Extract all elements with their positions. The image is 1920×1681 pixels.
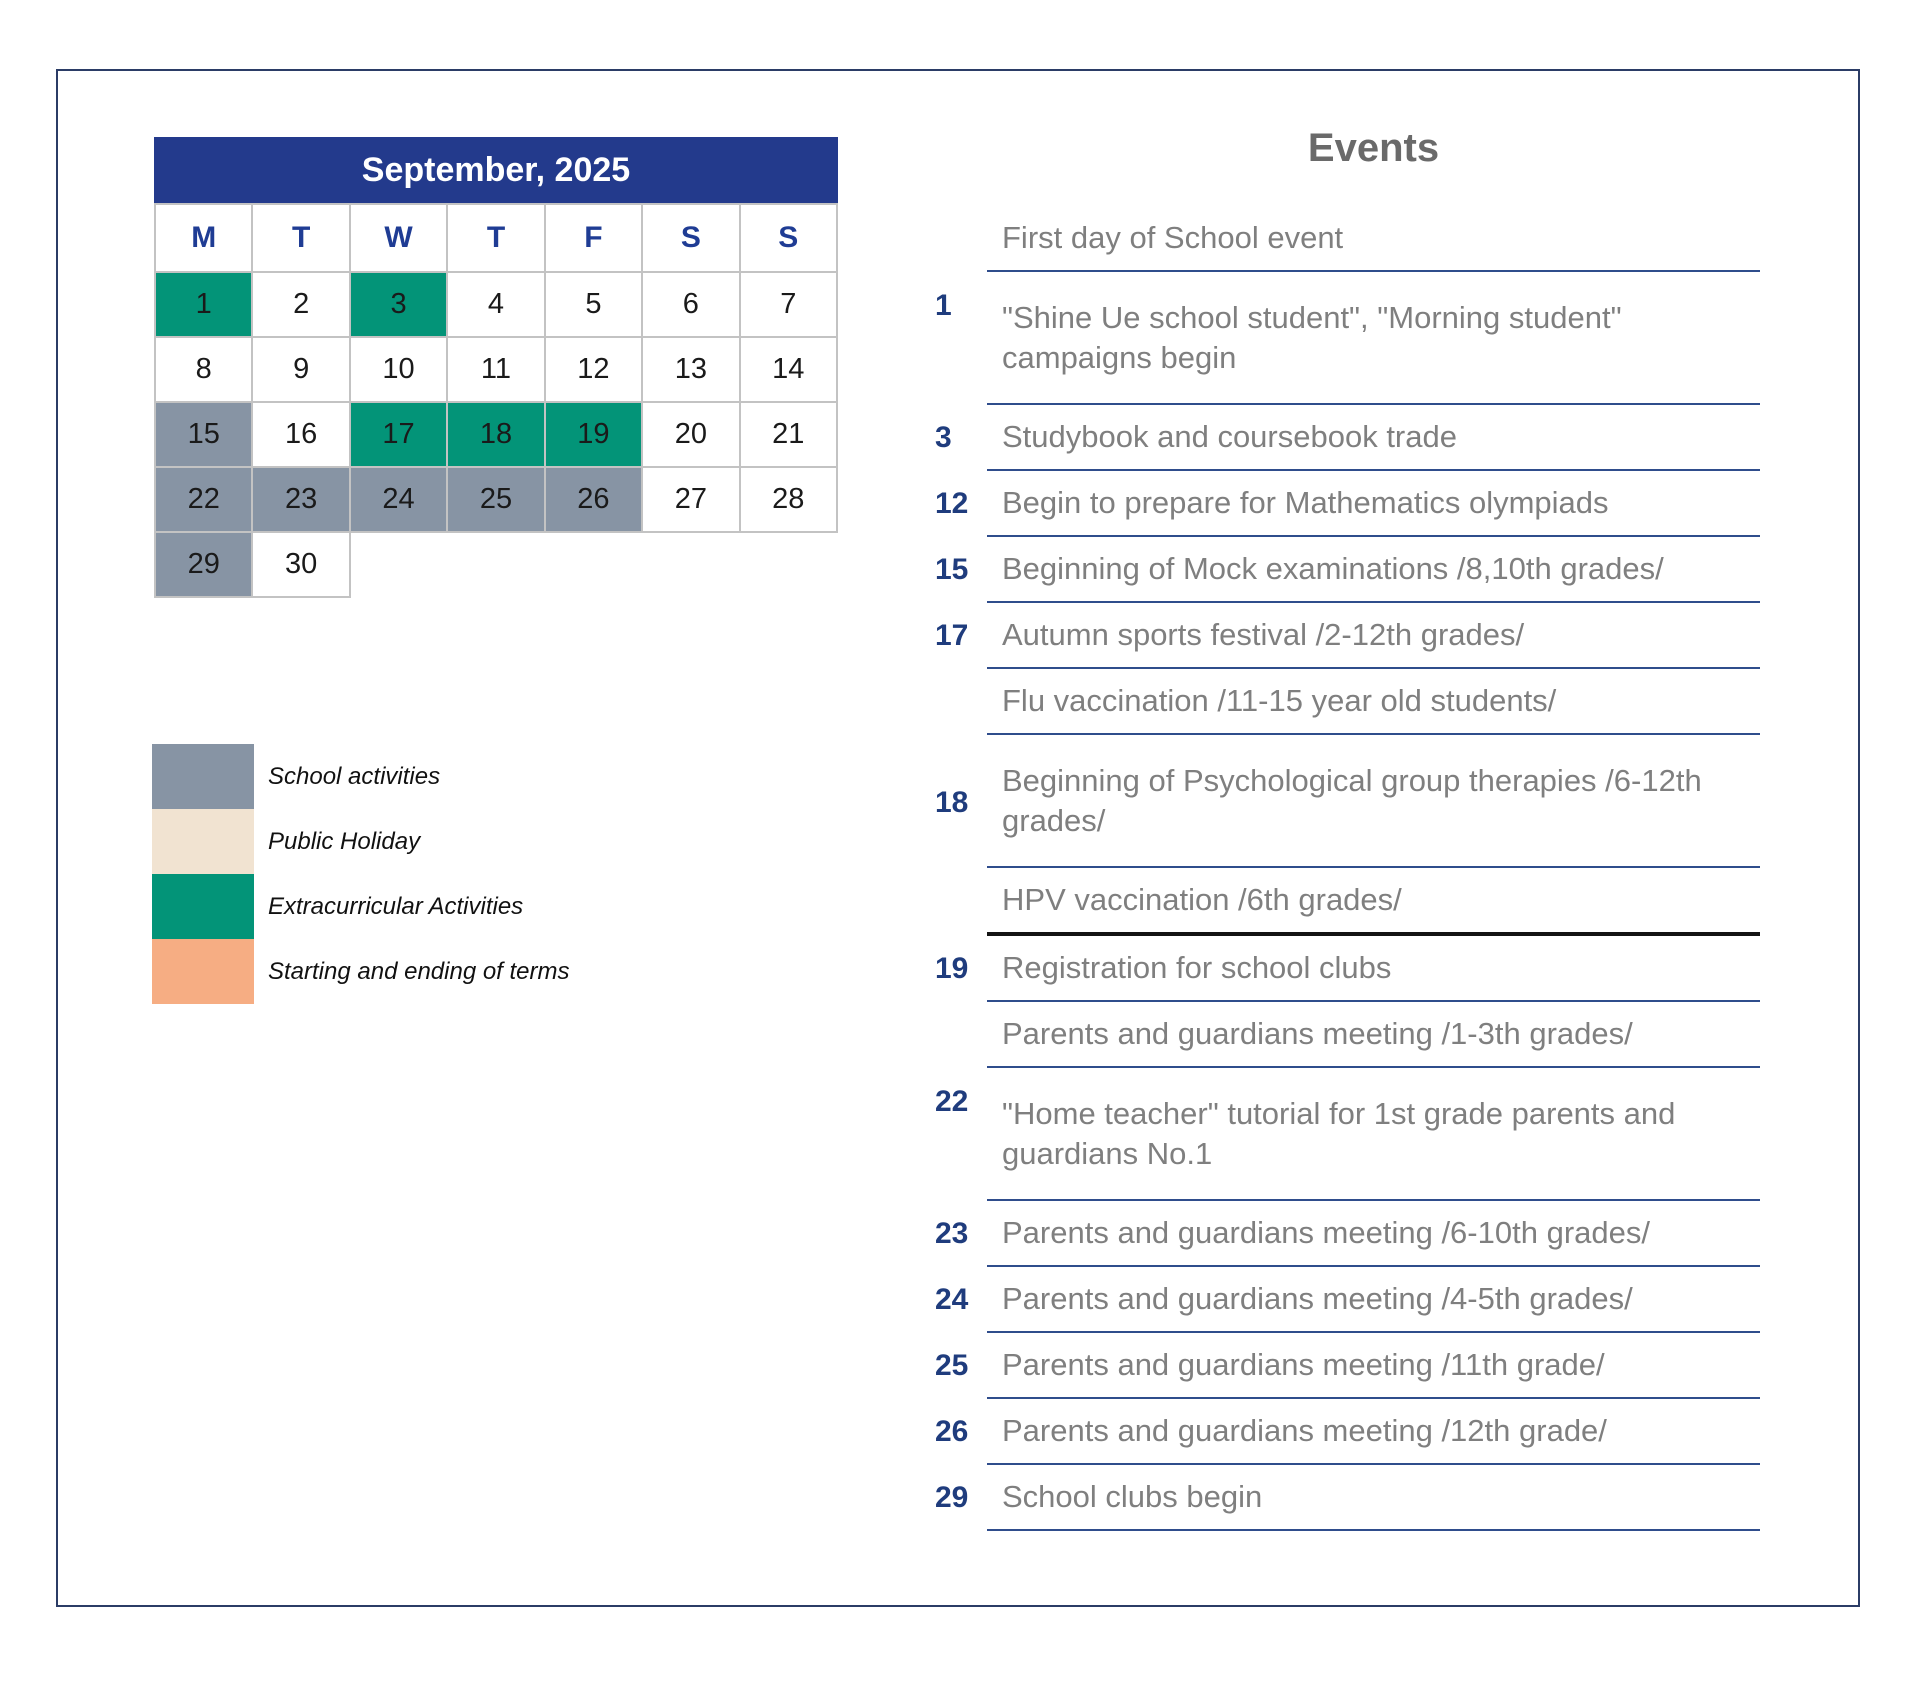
event-group — [935, 471, 1760, 537]
legend-label: Public Holiday — [268, 827, 421, 855]
event-row — [987, 735, 1760, 868]
event-group — [935, 1002, 1760, 1201]
calendar-dayname-row — [155, 204, 837, 272]
calendar-day-cell: 23 — [252, 467, 349, 532]
calendar-week-row — [155, 402, 837, 467]
holiday-swatch — [152, 809, 254, 874]
calendar-dayname-cell: T — [447, 204, 544, 272]
event-text: Parents and guardians meeting /6-10th grades/ — [1002, 1215, 1650, 1250]
event-rows — [987, 1465, 1760, 1531]
legend-label: Extracurricular Activities — [268, 892, 524, 920]
event-text: Flu vaccination /11-15 year old students/ — [1002, 683, 1557, 718]
calendar-week-row — [155, 272, 837, 337]
event-date: 29 — [935, 1481, 969, 1514]
event-text: Beginning of Psychological group therapies /6-12th grades/ — [1002, 762, 1702, 838]
calendar-day-cell: 28 — [740, 467, 837, 532]
calendar-day-cell: 7 — [740, 272, 837, 337]
event-text: Parents and guardians meeting /4-5th grades/ — [1002, 1281, 1633, 1316]
legend-label: Starting and ending of terms — [268, 957, 570, 985]
calendar-legend — [152, 744, 570, 1004]
calendar-day-cell: 1 — [155, 272, 252, 337]
legend-item — [152, 874, 570, 939]
event-row — [987, 206, 1760, 272]
event-rows — [987, 1399, 1760, 1465]
calendar-day-cell: 20 — [642, 402, 739, 467]
event-text: School clubs begin — [1002, 1479, 1263, 1514]
calendar-day-cell: 26 — [545, 467, 642, 532]
calendar-month-title: September, 2025 — [154, 137, 838, 203]
calendar-week-row — [155, 337, 837, 402]
event-row — [987, 1002, 1760, 1068]
legend-item — [152, 744, 570, 809]
calendar — [154, 137, 838, 598]
calendar-day-cell: 14 — [740, 337, 837, 402]
extracurricular-swatch — [152, 874, 254, 939]
event-row — [987, 1465, 1760, 1531]
calendar-dayname-cell: S — [642, 204, 739, 272]
calendar-empty-cell — [350, 532, 447, 597]
event-row — [987, 868, 1760, 936]
event-row — [987, 1399, 1760, 1465]
event-date: 15 — [935, 553, 969, 586]
event-row — [987, 405, 1760, 471]
event-date: 25 — [935, 1349, 969, 1382]
event-text: Parents and guardians meeting /1-3th grades/ — [1002, 1016, 1633, 1051]
event-row — [987, 537, 1760, 603]
event-date: 1 — [935, 288, 952, 322]
event-rows — [987, 537, 1760, 603]
event-group — [935, 537, 1760, 603]
calendar-day-cell: 9 — [252, 337, 349, 402]
legend-label: School activities — [268, 762, 441, 790]
event-text: "Home teacher" tutorial for 1st grade parents and guardians No.1 — [1002, 1095, 1676, 1171]
calendar-empty-cell — [545, 532, 642, 597]
event-text: Parents and guardians meeting /12th grade/ — [1002, 1413, 1607, 1448]
event-date: 26 — [935, 1415, 969, 1448]
event-text: First day of School event — [1002, 220, 1344, 255]
event-rows — [987, 1267, 1760, 1333]
legend-item — [152, 939, 570, 1004]
calendar-day-cell: 2 — [252, 272, 349, 337]
calendar-dayname-cell: W — [350, 204, 447, 272]
calendar-day-cell: 22 — [155, 467, 252, 532]
calendar-empty-cell — [642, 532, 739, 597]
school-swatch — [152, 744, 254, 809]
event-date: 19 — [935, 952, 969, 985]
legend-item — [152, 809, 570, 874]
event-date: 18 — [935, 785, 969, 819]
calendar-week-row — [155, 532, 837, 597]
calendar-dayname-cell: T — [252, 204, 349, 272]
event-row — [987, 471, 1760, 537]
event-group — [935, 405, 1760, 471]
calendar-day-cell: 6 — [642, 272, 739, 337]
event-group — [935, 1399, 1760, 1465]
calendar-dayname-cell: M — [155, 204, 252, 272]
event-row — [987, 936, 1760, 1002]
event-row — [987, 1068, 1760, 1201]
calendar-day-cell: 25 — [447, 467, 544, 532]
event-group — [935, 603, 1760, 669]
calendar-day-cell: 11 — [447, 337, 544, 402]
event-date: 22 — [935, 1084, 969, 1118]
calendar-day-cell: 13 — [642, 337, 739, 402]
calendar-dayname-cell: S — [740, 204, 837, 272]
calendar-day-cell: 19 — [545, 402, 642, 467]
event-row — [987, 669, 1760, 735]
event-text: Begin to prepare for Mathematics olympiads — [1002, 485, 1609, 520]
event-group — [935, 206, 1760, 405]
event-row — [987, 272, 1760, 405]
event-date: 12 — [935, 487, 969, 520]
calendar-day-cell: 10 — [350, 337, 447, 402]
calendar-day-cell: 21 — [740, 402, 837, 467]
event-group — [935, 1267, 1760, 1333]
calendar-empty-cell — [740, 532, 837, 597]
event-rows — [987, 1201, 1760, 1267]
event-group — [935, 1333, 1760, 1399]
calendar-day-cell: 8 — [155, 337, 252, 402]
event-rows — [987, 603, 1760, 669]
event-rows — [987, 936, 1760, 1002]
calendar-week-row — [155, 467, 837, 532]
event-row — [987, 1333, 1760, 1399]
event-text: Registration for school clubs — [1002, 950, 1392, 985]
events-title: Events — [1307, 126, 1440, 170]
calendar-day-cell: 24 — [350, 467, 447, 532]
calendar-day-cell: 17 — [350, 402, 447, 467]
event-group — [935, 669, 1760, 936]
calendar-day-cell: 5 — [545, 272, 642, 337]
event-date: 23 — [935, 1217, 969, 1250]
calendar-day-cell: 12 — [545, 337, 642, 402]
calendar-table — [154, 203, 838, 598]
calendar-day-cell: 27 — [642, 467, 739, 532]
events-panel — [935, 124, 1760, 1531]
calendar-day-cell: 29 — [155, 532, 252, 597]
event-group — [935, 1201, 1760, 1267]
event-rows — [987, 405, 1760, 471]
event-text: Parents and guardians meeting /11th grade/ — [1002, 1347, 1605, 1382]
calendar-day-cell: 16 — [252, 402, 349, 467]
event-rows — [987, 669, 1760, 936]
calendar-dayname-cell: F — [545, 204, 642, 272]
event-date: 17 — [935, 619, 969, 652]
event-text: Autumn sports festival /2-12th grades/ — [1002, 617, 1525, 652]
event-text: Beginning of Mock examinations /8,10th grades/ — [1002, 551, 1664, 586]
event-group — [935, 1465, 1760, 1531]
event-rows — [987, 1002, 1760, 1201]
event-text: Studybook and coursebook trade — [1002, 419, 1457, 454]
event-text: HPV vaccination /6th grades/ — [1002, 882, 1402, 917]
calendar-day-cell: 15 — [155, 402, 252, 467]
calendar-day-cell: 4 — [447, 272, 544, 337]
events-list — [935, 206, 1760, 1531]
page-frame — [56, 69, 1860, 1607]
event-rows — [987, 1333, 1760, 1399]
terms-swatch — [152, 939, 254, 1004]
calendar-day-cell: 3 — [350, 272, 447, 337]
event-group — [935, 936, 1760, 1002]
event-row — [987, 1201, 1760, 1267]
calendar-day-cell: 18 — [447, 402, 544, 467]
event-text: "Shine Ue school student", "Morning student" campaigns begin — [1002, 299, 1622, 375]
calendar-day-cell: 30 — [252, 532, 349, 597]
event-date: 24 — [935, 1283, 969, 1316]
event-rows — [987, 206, 1760, 405]
event-row — [987, 1267, 1760, 1333]
calendar-empty-cell — [447, 532, 544, 597]
event-rows — [987, 471, 1760, 537]
event-date: 3 — [935, 421, 952, 454]
event-row — [987, 603, 1760, 669]
